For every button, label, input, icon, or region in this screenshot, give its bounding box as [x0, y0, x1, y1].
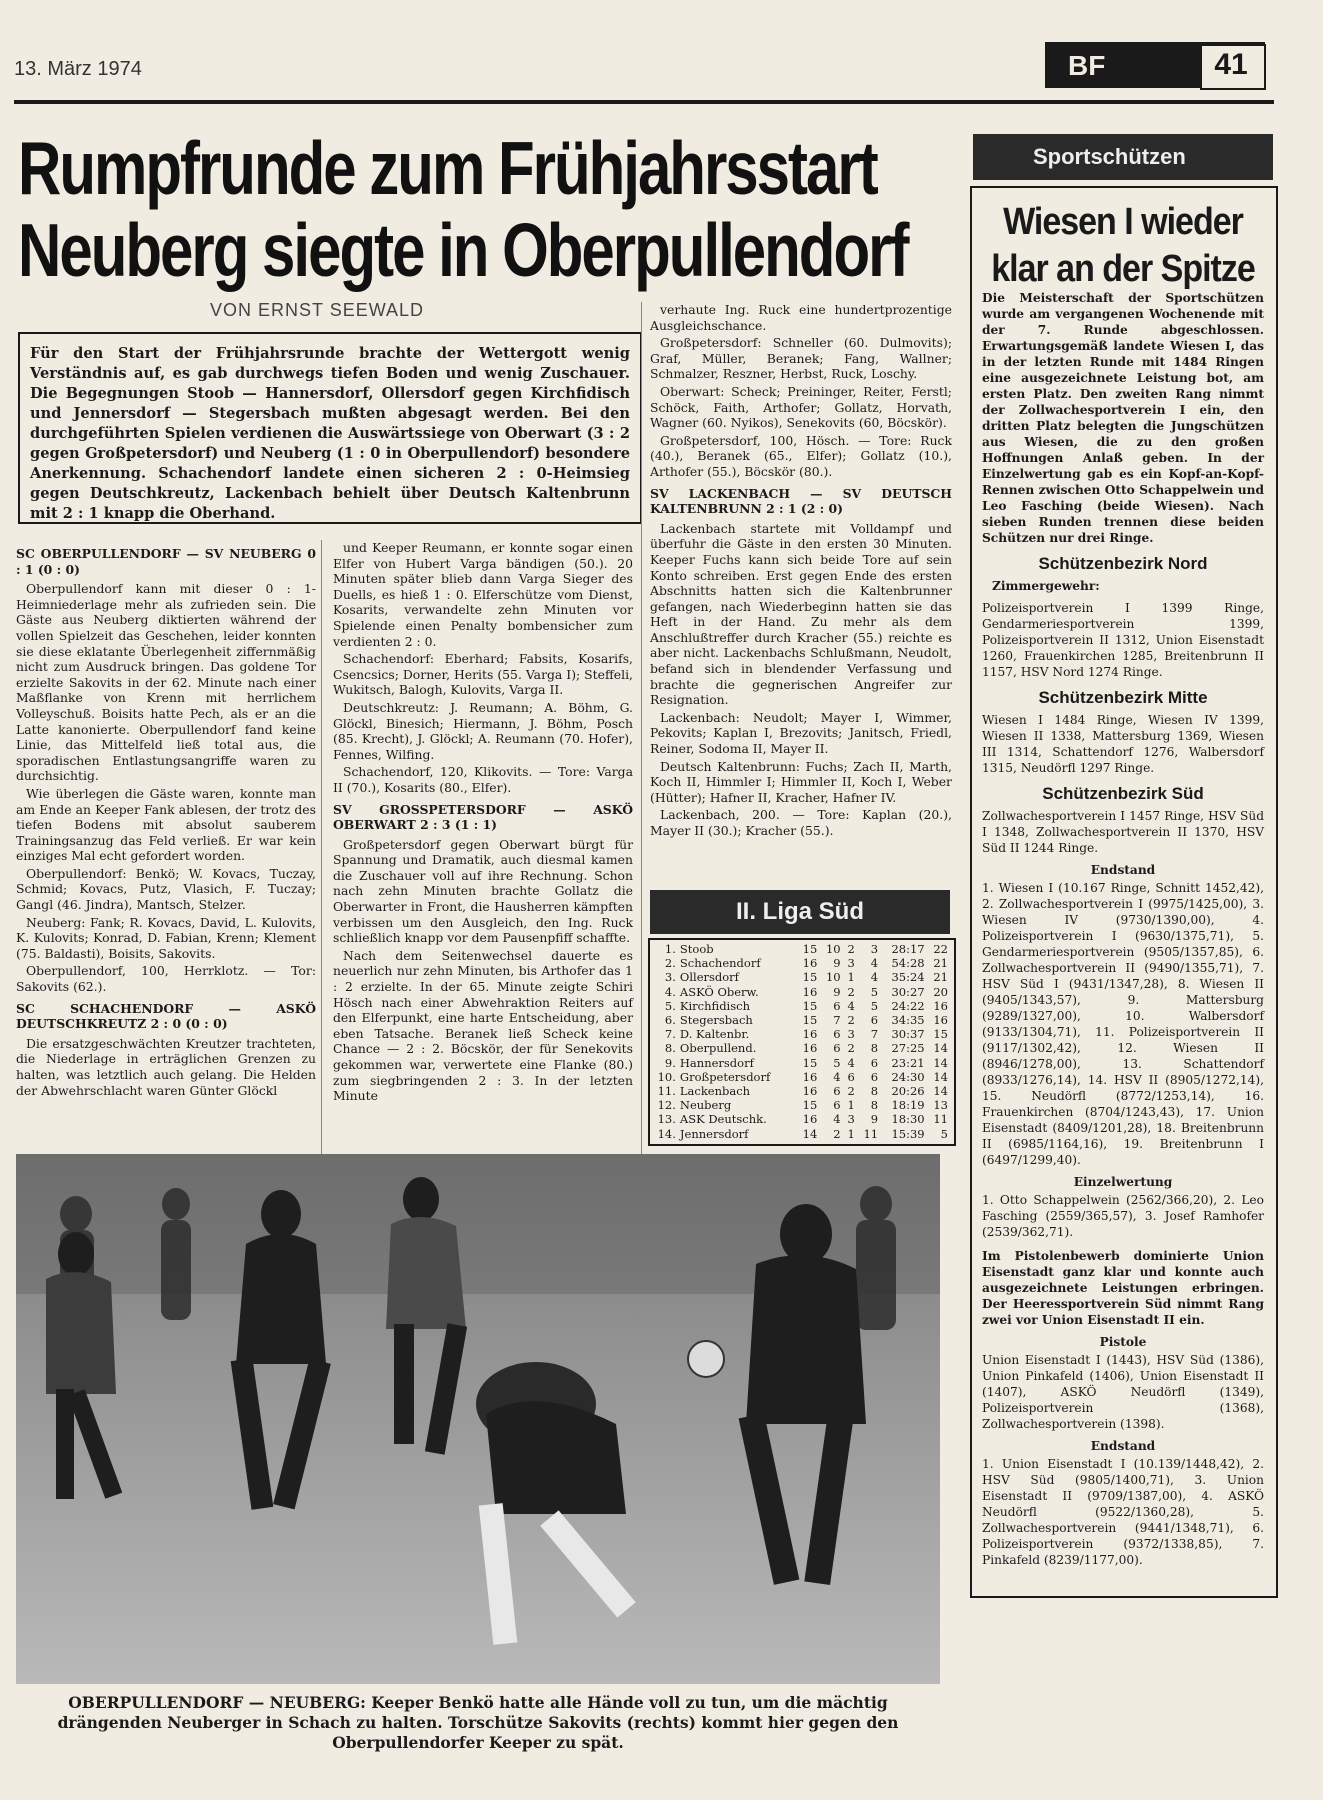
lineup: Deutsch Kaltenbrunn: Fuchs; Zach II, Marth, Koch II, Himmler I; Himmler II, Koch I, Weber (Hütter); Hafner II, Kracher, Hafner IV. — [650, 758, 952, 805]
table-row — [650, 1041, 950, 1055]
article-column-1 — [16, 540, 316, 1100]
table-cell-tore: 15:39 — [891, 1126, 925, 1141]
match-heading: SV LACKENBACH — SV DEUTSCH KALTENBRUNN 2 : 1 (2 : 0) — [650, 485, 952, 517]
table-cell-u: 1 — [847, 1098, 855, 1113]
table-cell-pos: 4. — [664, 984, 676, 999]
table-cell-pos: 7. — [664, 1027, 676, 1042]
lineup: Lackenbach: Neudolt; Mayer I, Wimmer, Pekovits; Kaplan I, Brezovits; Janitsch, Friedl, Reiner, Sodoma II, Mayer II. — [650, 709, 952, 757]
table-cell-tore: 24:30 — [891, 1069, 925, 1084]
table-cell-team: Jennersdorf — [679, 1126, 749, 1141]
sidebar-intro: Die Meisterschaft der Sportschützen wurde am vergangenen Wochenende mit der 7. Runde abgeschlossen. Erwartungsgemäß landete Wiesen I, das in der letzten Runde mit 1484 Ringen eine ausgezeichnete Leistung bot, am ersten Platz. Den zweiten Rang nimmt der Zollwachesportverein I ein, den dritten Platz belegten die Jungschützen aus Wiesen, die zu den großen Hoffnungen Anlaß geben. In der Einzelwertung gab es ein Kopf-an-Kopf-Rennen zwischen Otto Schappelwein und Leo Fasching (beide Wiesen). Nach sieben Runden trennen diese beiden Schützen nur drei Ringe. — [982, 291, 1264, 545]
district-heading: Schützenbezirk Nord — [1038, 554, 1208, 573]
table-cell-sp: 16 — [802, 1084, 818, 1099]
article-column-3 — [650, 302, 952, 841]
lineup: Schachendorf: Eberhard; Fabsits, Kosarifs, Csencsics; Dorner, Herits (55. Varga I); Steffeli, Wukitsch, Balogh, Kulovits, Varga II. — [333, 651, 633, 698]
table-cell-u: 2 — [847, 984, 855, 999]
results-text: Polizeisportverein I 1399 Ringe, Gendarmeriesportverein 1399, Polizeisportverein II 1312, Union Eisenstadt 1260, Frauenkirchen 1285, Breitenbrunn II 1157, HSV Nord 1274 Ringe. — [982, 601, 1264, 679]
table-cell-pkt: 14 — [933, 1069, 948, 1084]
match-heading: SC SCHACHENDORF — ASKÖ DEUTSCHKREUTZ 2 : 0 (0 : 0) — [16, 1000, 316, 1032]
article-paragraph: Lackenbach startete mit Volldampf und überfuhr die Gäste in den ersten 30 Minuten. Keeper Fuchs kann sich beide Tore auf sein Konto schreiben. Erst gegen Ende des ersten Abschnitts hatten sich die Kaltenbrunner gefangen, nach Wiederbeginn hatten sie das Heft in der Hand. Zu mehr als dem Anschlußtreffer durch Kracher (55.) reichte es aber nicht. Lackenbachs Schlußmann, Neudolt, befand sich in blendender Verfassung und brachte die gegnerischen Angreifer zur Resignation. — [650, 520, 952, 708]
table-cell-tore: 20:26 — [891, 1084, 925, 1099]
table-cell-pkt: 20 — [933, 984, 948, 999]
table-cell-n: 3 — [870, 942, 879, 956]
table-cell-team: Schachendorf — [679, 956, 761, 971]
table-cell-s: 7 — [833, 1013, 841, 1028]
table-cell-pos: 12. — [657, 1098, 676, 1113]
table-cell-n: 8 — [870, 1098, 879, 1113]
table-cell-s: 6 — [833, 998, 841, 1013]
section-label: BF — [1068, 50, 1106, 81]
article-paragraph: Oberpullendorf kann mit dieser 0 : 1-Heimniederlage mehr als zufrieden sein. Die Gäste aus Neuberg diktierten während der vollen Spielzeit das Geschehen, leider konnten sie diese eklatante Überlegenheit ziffernmäßig nicht zum Ausdruck bringen. Das goldene Tor erzielte Sakovits in der 62. Minute nach einer Maßflanke von Krenn mit herrlichem Volleyschuß. Boisits hatte Pech, als er an die Latte kanonierte. Oberpullendorf fand keine Linie, das Mittelfeld ließ total aus, die sporadischen Entlastungsangriffe waren zu durchsichtig. — [16, 581, 316, 784]
sidebar-section-header: Sportschützen — [973, 134, 1273, 180]
table-cell-tore: 24:22 — [891, 998, 925, 1013]
match-photo — [16, 1154, 940, 1684]
article-paragraph: verhaute Ing. Ruck eine hundertprozentige Ausgleichschance. — [650, 302, 952, 333]
table-row — [650, 999, 950, 1013]
table-row — [650, 1027, 950, 1041]
sidebar-title: Wiesen I wieder klar an der Spitze — [991, 200, 1255, 290]
table-cell-pkt: 13 — [933, 1098, 948, 1113]
table-cell-sp: 14 — [802, 1126, 818, 1141]
table-cell-sp: 16 — [802, 1027, 818, 1042]
results-text: Zollwachesportverein I 1457 Ringe, HSV Süd I 1348, Zollwachesportverein II 1370, HSV Süd II 1244 Ringe. — [982, 809, 1264, 855]
article-paragraph: Wie überlegen die Gäste waren, konnte man am Ende an Keeper Fank ablesen, der trotz des tiefen Bodens mit absolut sauberem Trainingsanzug das Feld verließ. Er war kein einziges Mal echt gefordert worden. — [16, 785, 316, 864]
pistol-heading: Pistole — [1099, 1335, 1147, 1349]
table-cell-tore: 27:25 — [891, 1041, 925, 1056]
table-cell-s: 9 — [833, 956, 841, 971]
table-cell-sp: 16 — [802, 956, 818, 971]
table-cell-tore: 54:28 — [891, 956, 925, 971]
table-cell-tore: 30:27 — [891, 984, 925, 999]
table-row — [650, 956, 950, 970]
table-cell-n: 5 — [870, 984, 879, 999]
table-cell-pos: 14. — [657, 1126, 676, 1141]
issue-date: 13. März 1974 — [14, 58, 142, 80]
table-cell-tore: 23:21 — [891, 1055, 925, 1070]
table-cell-pos: 2. — [664, 956, 676, 971]
table-cell-pkt: 21 — [933, 970, 948, 985]
table-cell-s: 2 — [833, 1126, 841, 1141]
table-cell-sp: 15 — [802, 970, 818, 985]
lineup: Oberpullendorf: Benkö; W. Kovacs, Tuczay, Schmid; Kovacs, Putz, Vlasich, F. Tuczay; Gangl (46. Jindra), Mantsch, Stelzer. — [16, 865, 316, 913]
table-cell-s: 4 — [833, 1069, 841, 1084]
table-cell-sp: 16 — [802, 1041, 818, 1056]
table-cell-n: 8 — [870, 1084, 879, 1099]
results-text: Wiesen I 1484 Ringe, Wiesen IV 1399, Wiesen II 1338, Mattersburg 1369, Wiesen III 1314, Schattendorf 1276, Walbersdorf 1315, Neudörfl 1297 Ringe. — [982, 713, 1264, 775]
table-cell-u: 2 — [847, 1084, 855, 1099]
table-cell-pkt: 15 — [933, 1027, 948, 1042]
article-paragraph: und Keeper Reumann, er konnte sogar einen Elfer von Hubert Varga bändigen (50.). 20 Minuten später blieb dann Varga Sieger des Duells, es hieß 1 : 0. Elferschütze vom Dienst, Kosarits, verwandelte zehn Minuten vor Spielende einen Penalty bombensicher zum verdienten 2 : 0. — [333, 540, 633, 649]
table-cell-team: Hannersdorf — [679, 1055, 754, 1070]
page-number: 41 — [1214, 48, 1248, 81]
table-cell-team: Neuberg — [679, 1098, 732, 1113]
article-paragraph: Nach dem Seitenwechsel dauerte es neuerlich nur zehn Minuten, bis Arthofer das 1 : 2 erzielte. In der 65. Minute zeigte Schiri Hösch nach einer Abwehraktion Reiters auf den Elferpunkt, eine harte Entscheidung, aber eben Tatsache. Beranek ließ Scheck keine Chance — 2 : 2. Böcskör, der für Senekovits gekommen war, verwertete eine Flanke (80.) zum siegbringenden 2 : 3. In der letzten Minute — [333, 947, 633, 1104]
standings-text: 1. Union Eisenstadt I (10.139/1448,42), 2. HSV Süd (9805/1400,71), 3. Union Eisenstadt II (9709/1387,00), 4. ASKÖ Neudörfl (9522/1360,28), 5. Zollwachesportverein (9441/1348,71), 6. Polizeisportverein (9372/1338,85), 7. Pinkafeld (8239/1177,00). — [982, 1457, 1264, 1567]
table-cell-sp: 16 — [802, 1069, 818, 1084]
table-cell-s: 10 — [825, 970, 841, 985]
table-row — [650, 985, 950, 999]
table-row — [650, 1013, 950, 1027]
table-cell-u: 2 — [847, 1041, 855, 1056]
individual-heading: Einzelwertung — [1073, 1175, 1173, 1189]
table-cell-sp: 16 — [802, 1112, 818, 1127]
table-cell-n: 4 — [870, 970, 879, 985]
table-cell-sp: 15 — [802, 998, 818, 1013]
table-cell-pkt: 21 — [933, 956, 948, 971]
table-cell-pos: 1. — [664, 942, 676, 956]
table-cell-team: Stegersbach — [679, 1013, 753, 1028]
table-cell-pos: 3. — [664, 970, 676, 985]
table-cell-s: 6 — [833, 1041, 841, 1056]
table-cell-tore: 30:37 — [891, 1027, 925, 1042]
table-cell-pkt: 22 — [933, 942, 948, 956]
table-cell-s: 5 — [833, 1055, 841, 1070]
table-cell-team: Lackenbach — [679, 1084, 751, 1099]
table-cell-n: 7 — [870, 1027, 879, 1042]
table-cell-sp: 15 — [802, 942, 818, 956]
table-cell-u: 2 — [847, 1013, 855, 1028]
district-heading: Schützenbezirk Süd — [1042, 784, 1204, 803]
table-cell-pkt: 5 — [940, 1126, 948, 1141]
table-cell-pkt: 16 — [933, 998, 948, 1013]
table-cell-pkt: 14 — [933, 1055, 948, 1070]
header-rule — [14, 100, 1274, 104]
headline-line-2: Neuberg siegte in Oberpullendorf — [18, 208, 908, 293]
match-info: Oberpullendorf, 100, Herrklotz. — Tor: Sakovits (62.). — [16, 963, 316, 995]
lineup: Großpetersdorf: Schneller (60. Dulmovits); Graf, Müller, Beranek; Fang, Wallner; Schmalzer, Reszner, Herbst, Ruck, Loschy. — [650, 335, 952, 382]
sidebar-body — [982, 290, 1264, 1571]
league-table-title: II. Liga Süd — [650, 890, 950, 934]
table-cell-pos: 10. — [657, 1069, 676, 1084]
standings-text: 1. Wiesen I (10.167 Ringe, Schnitt 1452,42), 2. Zollwachesportverein I (9975/1425,00), 3. Wiesen IV (9730/1390,00), 4. Polizeisportverein I (9630/1375,71), 5. Gendarmeriesportverein (9505/1357,85), 6. Zollwachesportverein II (9490/1355,71), 7. HSV Süd I (9431/1347,28), 8. Wiesen II (9405/1343,57), 9. Mattersburg (9289/1327,00), 10. Walbersdorf (9133/1304,71), 11. Polizeisportverein II (9117/1302,42), 12. Wiesen II (8946/1278,00), 13. Schattendorf (8933/1276,14), 14. HSV II (8905/1272,14), 15. Neudörfl (8772/1253,14), 16. Frauenkirchen (8704/1243,43), 17. Union Eisenstadt (8409/1201,28), 18. Breitenbrunn II (6985/1164,16), 19. Breitenbrunn I (6497/1299,40). — [982, 881, 1264, 1167]
table-cell-s: 4 — [833, 1112, 841, 1127]
table-cell-team: Oberpullend. — [679, 1041, 757, 1056]
table-cell-u: 4 — [847, 998, 855, 1013]
table-cell-sp: 15 — [802, 1098, 818, 1113]
table-cell-tore: 28:17 — [891, 942, 925, 956]
table-cell-u: 2 — [847, 942, 855, 956]
table-cell-s: 6 — [833, 1027, 841, 1042]
category-label: Zimmergewehr: — [992, 579, 1100, 593]
table-cell-tore: 35:24 — [891, 970, 925, 985]
table-cell-pos: 5. — [664, 998, 676, 1013]
table-cell-pos: 6. — [664, 1013, 676, 1028]
byline: VON ERNST SEEWALD — [210, 300, 425, 320]
match-info: Großpetersdorf, 100, Hösch. — Tore: Ruck (40.), Beranek (65., Elfer); Gollatz (10.), Arthofer (55.), Böcskör (80.). — [650, 432, 952, 479]
table-cell-team: ASKÖ Oberw. — [679, 984, 759, 999]
table-cell-u: 3 — [847, 1027, 855, 1042]
table-cell-n: 8 — [870, 1041, 879, 1056]
table-cell-pos: 13. — [657, 1112, 676, 1127]
table-cell-s: 10 — [825, 942, 841, 956]
match-info: Schachendorf, 120, Klikovits. — Tore: Varga II (70.), Kosarits (80., Elfer). — [333, 764, 633, 795]
table-cell-s: 6 — [833, 1098, 841, 1113]
table-cell-s: 9 — [833, 984, 841, 999]
table-cell-sp: 15 — [802, 1055, 818, 1070]
standings-heading: Endstand — [1090, 863, 1156, 877]
table-cell-n: 4 — [870, 956, 879, 971]
table-cell-team: Großpetersdorf — [679, 1069, 771, 1084]
table-cell-pos: 9. — [664, 1055, 676, 1070]
article-paragraph: Die ersatzgeschwächten Kreutzer trachteten, die Niederlage in erträglichen Grenzen zu halten, was letztlich auch gelang. Die Helden der Abwehrschlacht waren Günter Glöckl — [16, 1035, 316, 1098]
table-cell-team: Stoob — [679, 942, 714, 956]
article-paragraph: Großpetersdorf gegen Oberwart bürgt für Spannung und Dramatik, auch diesmal kamen die Zuschauer voll auf ihre Rechnung. Schon nach zehn Minuten brachte Gollatz die Oberwarter in Front, die Hausherren kämpften verbissen um den Ausgleich, den Ing. Ruck schließlich knapp vor dem Pausenpfiff schaffte. — [333, 836, 633, 946]
table-cell-n: 6 — [870, 1013, 879, 1028]
table-cell-team: D. Kaltenbr. — [679, 1027, 750, 1042]
table-row — [650, 1084, 950, 1098]
article-column-2 — [333, 540, 633, 1106]
headline-line-1: Rumpfrunde zum Frühjahrsstart — [18, 126, 877, 211]
table-cell-n: 9 — [870, 1112, 879, 1127]
pistol-text: Union Eisenstadt I (1443), HSV Süd (1386), Union Pinkafeld (1406), Union Eisenstadt II (1407), ASKÖ Neudörfl (1349), Polizeisportverein (1368), Zollwachesportverein (1398). — [982, 1353, 1264, 1431]
lineup: Neuberg: Fank; R. Kovacs, David, L. Kulovits, K. Kulovits; Konrad, D. Fabian, Krenn; Klement (75. Baldasti), Boisits, Sakovits. — [16, 914, 316, 961]
table-cell-u: 6 — [847, 1069, 855, 1084]
match-info: Lackenbach, 200. — Tore: Kaplan (20.), Mayer II (30.); Kracher (55.). — [650, 807, 952, 838]
table-cell-u: 3 — [847, 956, 855, 971]
table-cell-u: 1 — [847, 970, 855, 985]
table-cell-pos: 8. — [664, 1041, 676, 1056]
table-row — [650, 1098, 950, 1112]
table-cell-team: Kirchfidisch — [679, 998, 750, 1013]
table-cell-tore: 18:30 — [891, 1112, 925, 1127]
district-heading: Schützenbezirk Mitte — [1038, 688, 1208, 707]
table-row — [650, 1070, 950, 1084]
table-cell-tore: 18:19 — [891, 1098, 925, 1113]
table-row — [650, 1112, 950, 1126]
lineup: Oberwart: Scheck; Preininger, Reiter, Ferstl; Schöck, Faith, Arthofer; Gollatz, Horvath, Wagner (60. Nyikos), Senekovits (60, Böcskör). — [650, 383, 952, 431]
table-cell-tore: 34:35 — [891, 1013, 925, 1028]
table-cell-n: 6 — [870, 1069, 879, 1084]
photo-caption: OBERPULLENDORF — NEUBERG: Keeper Benkö hatte alle Hände voll zu tun, um die mächtig drängenden Neuberger in Schach zu halten. Torschütze Sakovits (rechts) kommt hier gegen den Oberpullendorfer Keeper zu spät. — [57, 1693, 899, 1752]
match-heading: SC OBERPULLENDORF — SV NEUBERG 0 : 1 (0 : 0) — [16, 546, 316, 577]
table-row — [650, 1127, 950, 1141]
table-cell-u: 4 — [847, 1055, 855, 1070]
individual-text: 1. Otto Schappelwein (2562/366,20), 2. Leo Fasching (2559/365,57), 3. Josef Ramhofer (2539/362,71). — [982, 1193, 1264, 1239]
table-cell-pos: 11. — [657, 1084, 676, 1099]
table-cell-u: 1 — [847, 1126, 855, 1141]
table-cell-sp: 15 — [802, 1013, 818, 1028]
table-cell-u: 3 — [847, 1112, 855, 1127]
table-cell-n: 11 — [863, 1126, 879, 1141]
table-cell-n: 5 — [870, 998, 879, 1013]
table-cell-pkt: 11 — [933, 1112, 948, 1127]
table-cell-pkt: 14 — [933, 1084, 948, 1099]
table-cell-sp: 16 — [802, 984, 818, 999]
table-cell-pkt: 14 — [933, 1041, 948, 1056]
league-table — [650, 942, 950, 1141]
table-cell-s: 6 — [833, 1084, 841, 1099]
table-row — [650, 1056, 950, 1070]
table-row — [650, 942, 950, 956]
match-heading: SV GROSSPETERSDORF — ASKÖ OBERWART 2 : 3 (1 : 1) — [333, 801, 633, 833]
table-cell-team: ASK Deutschk. — [679, 1112, 767, 1127]
football-scene-image — [16, 1154, 940, 1684]
pistol-intro: Im Pistolenbewerb dominierte Union Eisenstadt ganz klar und konnte auch ausgezeichnete Leistungen erbringen. Der Heeressportverein Süd nimmt Rang zwei vor Union Eisenstadt II ein. — [982, 1249, 1264, 1327]
standings-heading: Endstand — [1090, 1439, 1156, 1453]
table-cell-team: Ollersdorf — [679, 970, 739, 985]
lead-paragraph: Für den Start der Frühjahrsrunde brachte der Wettergott wenig Verständnis auf, es gab durchwegs tiefen Boden und wenig Zuschauer. Die Begegnungen Stoob — Hannersdorf, Ollersdorf gegen Kirchfidisch und Jennersdorf — Stegersbach mußten abgesagt werden. Bei den durchgeführten Spielen verdienen die Auswärtssiege von Oberwart (3 : 2 gegen Großpetersdorf) und Neuberg (1 : 0 in Oberpullendorf) besondere Anerkennung. Schachendorf landete einen sicheren 2 : 0-Heimsieg gegen Deutschkreutz, Lackenbach behielt über Deutsch Kaltenbrunn mit 2 : 1 knapp die Oberhand. — [30, 345, 630, 522]
table-cell-pkt: 16 — [933, 1013, 948, 1028]
lineup: Deutschkreutz: J. Reumann; A. Böhm, G. Glöckl, Binesich; Hiermann, J. Böhm, Posch (85. Krecht), J. Glöckl; A. Reumann (70. Hofer), Fennes, Wilfing. — [333, 699, 633, 762]
table-cell-n: 6 — [870, 1055, 879, 1070]
table-row — [650, 970, 950, 984]
